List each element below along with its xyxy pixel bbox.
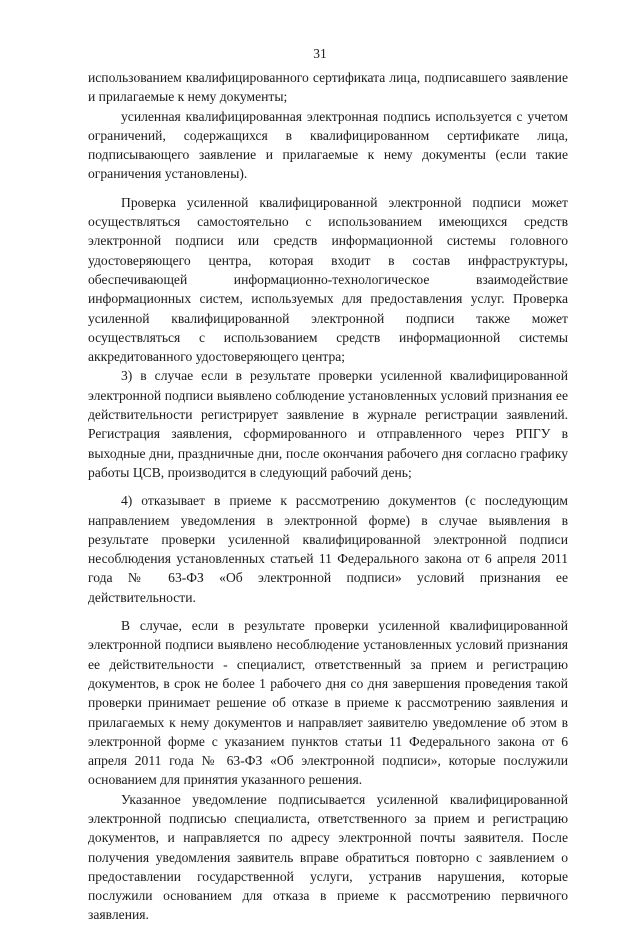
- paragraph-6: В случае, если в результате проверки усиленной квалифицированной электронной подписи выявлено несоблюдение установленных условий признания ее действительности - специалист, ответственный за прием и регистрацию документов, в срок не более 1 рабочего дня со дня завершения проведения такой проверки принимает решение об отказе в приеме к рассмотрению заявления и прилагаемых к нему документов и направляет заявителю уведомление об этом в электронной форме с указанием пунктов статьи 11 Федерального закона от 6 апреля 2011 года № 63-ФЗ «Об электронной подписи», которые послужили основанием для принятия указанного решения.: [88, 618, 568, 788]
- paragraph-5: 4) отказывает в приеме к рассмотрению документов (с последующим направлением уведомления в электронной форме) в случае выявления в результате проверки усиленной квалифицированной электронной подписи несоблюдения установленных статьей 11 Федерального закона от 6 апреля 2011 года № 63-ФЗ «Об электронной подписи» условий признания ее действительности.: [88, 493, 568, 605]
- paragraph-2: усиленная квалифицированная электронная подпись используется с учетом ограничений, содержащихся в квалифицированном сертификате лица, подписывающего заявление и прилагаемые к нему документы (если такие ограничения установлены).: [88, 108, 568, 182]
- document-body: [88, 68, 568, 925]
- paragraph-7: Указанное уведомление подписывается усиленной квалифицированной электронной подписью специалиста, ответственного за прием и регистрацию документов, и направляется по адресу электронной почты заявителя. После получения уведомления заявитель вправе обратиться повторно с заявлением о предоставлении государственной услуги, устранив нарушения, которые послужили основанием для отказа в приеме к рассмотрению первичного заявления.: [88, 791, 568, 923]
- paragraph-4: 3) в случае если в результате проверки усиленной квалифицированной электронной подписи выявлено соблюдение установленных условий признания ее действительности регистрирует заявление в журнале регистрации заявлений. Регистрация заявления, сформированного и отправленного через РПГУ в выходные дни, праздничные дни, после окончания рабочего дня согласно графику работы ЦСВ, производится в следующий рабочий день;: [88, 368, 568, 480]
- paragraph-1: использованием квалифицированного сертификата лица, подписавшего заявление и прилагаемые к нему документы;: [88, 70, 568, 105]
- paragraph-3: Проверка усиленной квалифицированной электронной подписи может осуществляться самостоятельно с использованием имеющихся средств электронной подписи или средств информационной системы головного удостоверяющего центра, которая входит в состав инфраструктуры, обеспечивающей информационно-технологическое взаимодействие информационных систем, используемых для предоставления услуг. Проверка усиленной квалифицированной электронной подписи также может осуществляться с использованием средств информационной системы аккредитованного удостоверяющего центра;: [88, 194, 568, 365]
- page-number: 31: [313, 46, 327, 61]
